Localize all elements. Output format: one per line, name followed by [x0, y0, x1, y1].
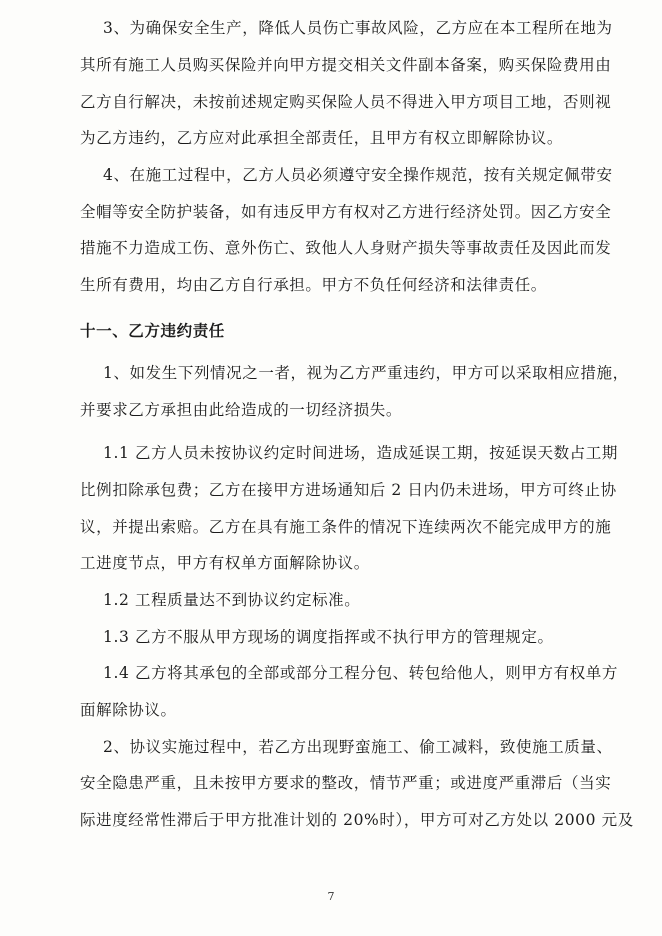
- item-1-2: 1.2 工程质量达不到协议约定标准。: [103, 591, 361, 609]
- clause-4-line-1: 4、在施工过程中，乙方人员必须遵守安全操作规范，按有关规定佩带安: [103, 166, 613, 184]
- item-1-line-1: 1、如发生下列情况之一者，视为乙方严重违约，甲方可以采取相应措施，: [103, 364, 629, 382]
- clause-3-line-1: 3、为确保安全生产，降低人员伤亡事故风险，乙方应在本工程所在地为: [103, 19, 613, 37]
- item-1-1-line-3: 议，并提出索赔。乙方在具有施工条件的情况下连续两次不能完成甲方的施: [80, 518, 612, 536]
- clause-3-line-4: 为乙方违约，乙方应对此承担全部责任，且甲方有权立即解除协议。: [80, 129, 564, 147]
- item-2-line-1: 2、协议实施过程中，若乙方出现野蛮施工、偷工减料，致使施工质量、: [103, 738, 613, 756]
- item-1-line-2: 并要求乙方承担由此给造成的一切经济损失。: [80, 401, 403, 419]
- section-heading: 十一、乙方违约责任: [80, 322, 225, 340]
- item-1-1-line-2: 比例扣除承包费；乙方在接甲方进场通知后 2 日内仍未进场，甲方可终止协: [80, 481, 617, 499]
- clause-3-line-3: 乙方自行解决，未按前述规定购买保险人员不得进入甲方项目工地，否则视: [80, 93, 612, 111]
- page-number: 7: [327, 890, 335, 903]
- item-1-1-line-4: 工进度节点，甲方有权单方面解除协议。: [80, 554, 370, 572]
- item-1-3: 1.3 乙方不服从甲方现场的调度指挥或不执行甲方的管理规定。: [103, 628, 554, 646]
- item-2-line-3: 际进度经常性滞后于甲方批准计划的 20%时），甲方可对乙方处以 2000 元及: [80, 811, 634, 829]
- item-1-4-line-1: 1.4 乙方将其承包的全部或部分工程分包、转包给他人，则甲方有权单方: [103, 664, 618, 682]
- clause-4-line-3: 措施不力造成工伤、意外伤亡、致他人人身财产损失等事故责任及因此而发: [80, 239, 612, 257]
- item-1-1-line-1: 1.1 乙方人员未按协议约定时间进场，造成延误工期，按延误天数占工期: [103, 444, 618, 462]
- item-2-line-2: 安全隐患严重，且未按甲方要求的整改，情节严重；或进度严重滞后（当实: [80, 774, 612, 792]
- item-1-4-line-2: 面解除协议。: [80, 701, 177, 719]
- clause-4-line-4: 生所有费用，均由乙方自行承担。甲方不负任何经济和法律责任。: [80, 276, 547, 294]
- clause-3-line-2: 其所有施工人员购买保险并向甲方提交相关文件副本备案，购买保险费用由: [80, 56, 612, 74]
- clause-4-line-2: 全帽等安全防护装备，如有违反甲方有权对乙方进行经济处罚。因乙方安全: [80, 203, 612, 221]
